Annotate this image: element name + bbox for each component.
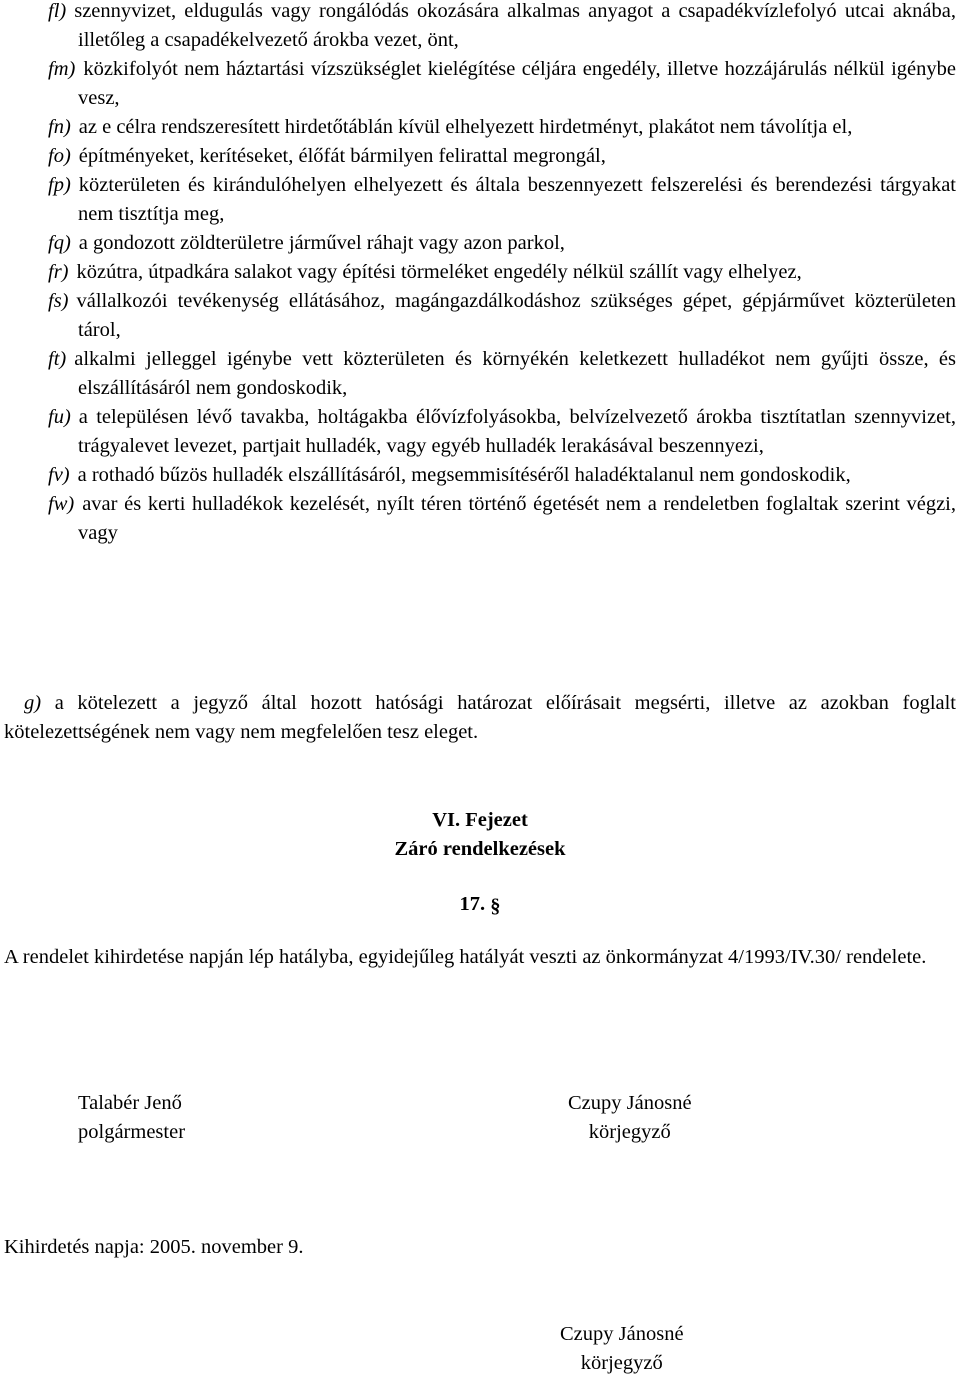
- list-item-text: közkifolyót nem háztartási vízszükséglet kielégítése céljára engedély, illetve hozzájárulás nélkül igénybe vesz,: [78, 58, 956, 109]
- list-item-text: közútra, útpadkára salakot vagy építési törmeléket engedély nélkül szállít vagy elhelyez,: [76, 261, 802, 283]
- paragraph-g-label: g): [24, 692, 42, 714]
- list-item: [4, 171, 956, 229]
- list-item: [4, 229, 956, 258]
- list-item-label: fu): [48, 406, 71, 428]
- signature-notary-name: Czupy Jánosné: [568, 1092, 692, 1114]
- list-item-label: fl): [48, 0, 67, 22]
- signature-notary: [568, 1089, 692, 1147]
- list-item: [4, 287, 956, 345]
- signature-mayor-role: polgármester: [78, 1121, 186, 1143]
- announcement-date: Kihirdetés napja: 2005. november 9.: [4, 1236, 304, 1258]
- paragraph-g-text: a kötelezett a jegyző által hozott hatósági határozat előírásait megsérti, illetve az azokban foglalt kötelezettségének nem vagy nem megfelelően tesz eleget.: [4, 692, 957, 743]
- list-item-label: fw): [48, 493, 75, 515]
- list-item: [4, 345, 956, 403]
- list-item: [4, 0, 956, 55]
- list-item: [4, 55, 956, 113]
- list-item-label: fp): [48, 174, 71, 196]
- list-item-label: fr): [48, 261, 69, 283]
- section-number: 17.: [459, 893, 486, 915]
- list-item-text: a rothadó bűzös hulladék elszállításáról, megsemmisítéséről haladéktalanul nem gondoskodik,: [77, 464, 851, 486]
- list-item-text: építményeket, kerítéseket, élőfát bármilyen felirattal megrongál,: [78, 145, 606, 167]
- signature-notary-role: körjegyző: [588, 1121, 671, 1143]
- list-item-label: fq): [48, 232, 71, 254]
- signature-notary-bottom-name: Czupy Jánosné: [560, 1323, 684, 1345]
- list-item-label: fm): [48, 58, 76, 80]
- item-list: [4, 0, 956, 548]
- list-item-label: ft): [48, 348, 67, 370]
- list-item-text: alkalmi jelleggel igénybe vett közterületen és környékén keletkezett hulladékot nem gyűjti össze, és elszállításáról nem gondoskodik,: [74, 348, 956, 399]
- list-item-label: fs): [48, 290, 69, 312]
- list-item-text: szennyvizet, eldugulás vagy rongálódás okozására alkalmas anyagot a csapadékvízlefolyó utcai aknába, illetőleg a csapadékelvezető árokba vezet, önt,: [74, 0, 956, 51]
- list-item: [4, 490, 956, 548]
- list-item-text: közterületen és kirándulóhelyen elhelyezett és általa beszennyezett felszerelési és berendezési tárgyakat nem tisztítja meg,: [78, 174, 956, 225]
- list-item-text: a gondozott zöldterületre járművel ráhajt vagy azon parkol,: [78, 232, 565, 254]
- signature-notary-bottom-role: körjegyző: [580, 1352, 663, 1374]
- section-heading: [0, 890, 960, 919]
- list-item-text: az e célra rendszeresített hirdetőtáblán kívül elhelyezett hirdetményt, plakátot nem távolítja el,: [78, 116, 853, 138]
- signature-mayor-name: Talabér Jenő: [78, 1092, 182, 1114]
- list-item-label: fo): [48, 145, 71, 167]
- chapter-number: VI. Fejezet: [432, 809, 528, 831]
- section-symbol: §: [490, 895, 501, 917]
- signature-mayor: [78, 1089, 185, 1147]
- chapter-title: Záró rendelkezések: [394, 838, 566, 860]
- list-item: [4, 461, 956, 490]
- list-item: [4, 142, 956, 171]
- list-item-text: a településen lévő tavakba, holtágakba élővízfolyásokba, belvízelvezető árokba tisztítatlan szennyvizet, trágyalevet levezet, partjait hulladék, vagy egyéb hulladék lerakásával beszennyezi,: [78, 406, 956, 457]
- list-item: [4, 403, 956, 461]
- list-item: [4, 258, 956, 287]
- paragraph-g: [4, 689, 956, 747]
- list-item-text: vállalkozói tevékenység ellátásához, magángazdálkodáshoz szükséges gépet, gépjárművet közterületen tárol,: [76, 290, 956, 341]
- list-item-label: fn): [48, 116, 71, 138]
- list-item-label: fv): [48, 464, 70, 486]
- signature-notary-bottom: [560, 1320, 684, 1378]
- final-provision: A rendelet kihirdetése napján lép hatályba, egyidejűleg hatályát veszti az önkormányzat 4/1993/IV.30/ rendelete.: [4, 946, 927, 968]
- list-item: [4, 113, 956, 142]
- list-item-text: avar és kerti hulladékok kezelését, nyílt téren történő égetését nem a rendeletben foglaltak szerint végzi, vagy: [78, 493, 956, 544]
